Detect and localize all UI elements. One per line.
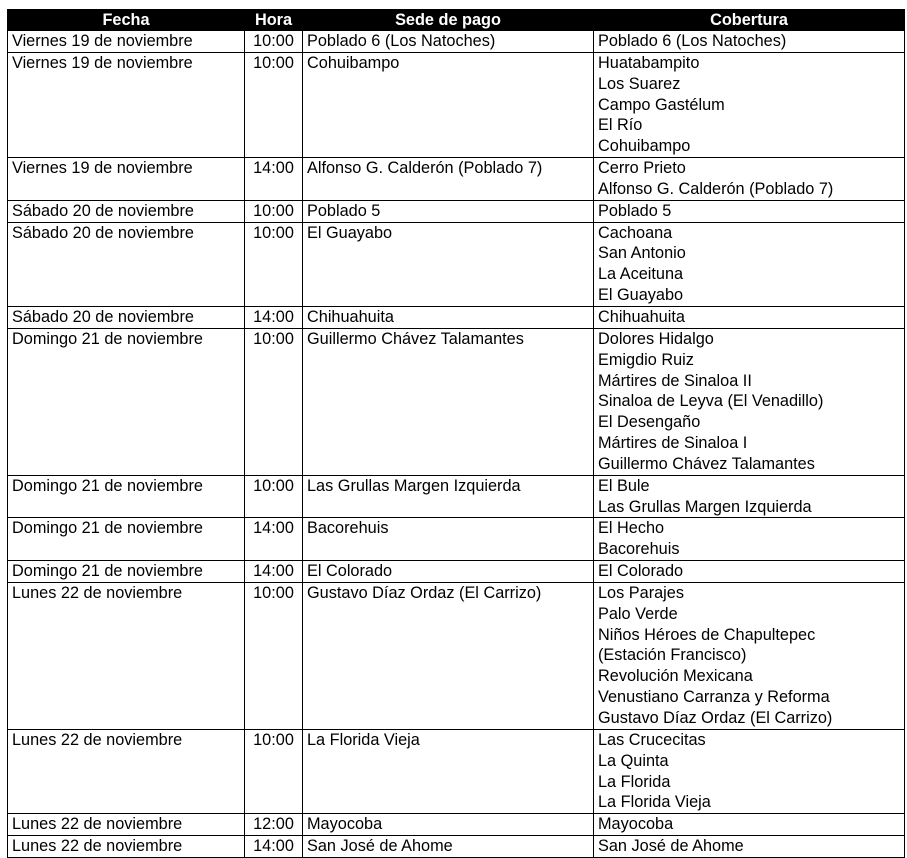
hora-cell: 14:00 (245, 836, 303, 858)
cobertura-cell (594, 836, 905, 858)
cobertura-item: Cerro Prieto (598, 159, 686, 178)
cobertura-item: El Río (598, 116, 643, 135)
hora-cell: 14:00 (245, 518, 303, 561)
cobertura-item: El Desengaño (598, 413, 701, 432)
cobertura-cell (594, 222, 905, 306)
cobertura-item: Los Parajes (598, 583, 684, 602)
cobertura-item: La Quinta (598, 751, 669, 770)
hora-cell: 12:00 (245, 814, 303, 836)
table-row (8, 836, 905, 858)
sede-cell: El Colorado (303, 561, 594, 583)
hora-cell: 10:00 (245, 582, 303, 729)
cobertura-item: Poblado 5 (598, 201, 672, 220)
cobertura-item: Gustavo Díaz Ordaz (El Carrizo) (598, 709, 833, 727)
table-row (8, 729, 905, 813)
hora-cell: 10:00 (245, 222, 303, 306)
table-row (8, 52, 905, 157)
cobertura-item: San Antonio (598, 244, 686, 263)
cobertura-item: Mártires de Sinaloa I (598, 434, 748, 453)
table-row (8, 518, 905, 561)
table-row (8, 306, 905, 328)
header-hora: Hora (245, 10, 303, 31)
table-row (8, 814, 905, 836)
cobertura-item: Los Suarez (598, 74, 681, 93)
cobertura-cell (594, 52, 905, 157)
cobertura-cell (594, 158, 905, 201)
header-sede: Sede de pago (303, 10, 594, 31)
hora-cell: 10:00 (245, 475, 303, 518)
hora-cell: 14:00 (245, 158, 303, 201)
cobertura-item: Guillermo Chávez Talamantes (598, 454, 815, 473)
hora-cell: 10:00 (245, 328, 303, 475)
cobertura-item: Mártires de Sinaloa II (598, 371, 752, 390)
table-body (8, 31, 905, 858)
cobertura-cell (594, 518, 905, 561)
table-row (8, 222, 905, 306)
cobertura-item: El Bule (598, 476, 650, 495)
sede-cell: San José de Ahome (303, 836, 594, 858)
fecha-cell: Viernes 19 de noviembre (8, 31, 245, 53)
cobertura-cell (594, 328, 905, 475)
sede-cell: Bacorehuis (303, 518, 594, 561)
cobertura-item: Emigdio Ruiz (598, 350, 694, 369)
fecha-cell: Lunes 22 de noviembre (8, 729, 245, 813)
fecha-cell: Domingo 21 de noviembre (8, 475, 245, 518)
table-row (8, 475, 905, 518)
hora-cell: 10:00 (245, 31, 303, 53)
sede-cell: Guillermo Chávez Talamantes (303, 328, 594, 475)
cobertura-item: Venustiano Carranza y Reforma (598, 688, 830, 707)
fecha-cell: Sábado 20 de noviembre (8, 306, 245, 328)
sede-cell: Alfonso G. Calderón (Poblado 7) (303, 158, 594, 201)
table-row (8, 328, 905, 475)
fecha-cell: Domingo 21 de noviembre (8, 561, 245, 583)
sede-cell: Mayocoba (303, 814, 594, 836)
sede-cell: Las Grullas Margen Izquierda (303, 475, 594, 518)
cobertura-item: Palo Verde (598, 604, 678, 623)
fecha-cell: Viernes 19 de noviembre (8, 52, 245, 157)
cobertura-cell (594, 200, 905, 222)
cobertura-item: Bacorehuis (598, 540, 680, 559)
cobertura-cell (594, 306, 905, 328)
cobertura-item: Sinaloa de Leyva (El Venadillo) (598, 392, 824, 411)
table-row (8, 582, 905, 729)
cobertura-cell (594, 814, 905, 836)
cobertura-item: San José de Ahome (598, 837, 744, 856)
hora-cell: 10:00 (245, 52, 303, 157)
fecha-cell: Lunes 22 de noviembre (8, 814, 245, 836)
sede-cell: Chihuahuita (303, 306, 594, 328)
cobertura-item: Huatabampito (598, 53, 700, 72)
hora-cell: 10:00 (245, 729, 303, 813)
cobertura-item: Cachoana (598, 223, 673, 242)
sede-cell: Gustavo Díaz Ordaz (El Carrizo) (303, 582, 594, 729)
fecha-cell: Domingo 21 de noviembre (8, 328, 245, 475)
cobertura-item: El Hecho (598, 519, 665, 538)
cobertura-item: Poblado 6 (Los Natoches) (598, 32, 787, 50)
cobertura-item: Chihuahuita (598, 307, 685, 326)
hora-cell: 10:00 (245, 200, 303, 222)
fecha-cell: Lunes 22 de noviembre (8, 582, 245, 729)
cobertura-item: Alfonso G. Calderón (Poblado 7) (598, 179, 834, 198)
cobertura-cell (594, 582, 905, 729)
header-cobertura: Cobertura (594, 10, 905, 31)
cobertura-item: Dolores Hidalgo (598, 329, 714, 348)
cobertura-item: La Aceituna (598, 265, 684, 284)
cobertura-item: (Estación Francisco) (598, 646, 747, 665)
fecha-cell: Viernes 19 de noviembre (8, 158, 245, 201)
cobertura-item: Las Grullas Margen Izquierda (598, 497, 812, 516)
cobertura-item: El Colorado (598, 562, 684, 581)
cobertura-item: El Guayabo (598, 286, 684, 305)
table-row (8, 31, 905, 53)
sede-cell: Cohuibampo (303, 52, 594, 157)
cobertura-item: Mayocoba (598, 815, 674, 834)
fecha-cell: Domingo 21 de noviembre (8, 518, 245, 561)
table-row (8, 561, 905, 583)
hora-cell: 14:00 (245, 306, 303, 328)
header-fecha: Fecha (8, 10, 245, 31)
fecha-cell: Sábado 20 de noviembre (8, 200, 245, 222)
cobertura-item: La Florida Vieja (598, 793, 711, 812)
cobertura-cell (594, 561, 905, 583)
cobertura-item: Revolución Mexicana (598, 667, 753, 686)
table-header-row (8, 10, 905, 31)
payment-schedule-table (7, 9, 905, 858)
cobertura-item: La Florida (598, 772, 671, 791)
hora-cell: 14:00 (245, 561, 303, 583)
table-row (8, 200, 905, 222)
table-row (8, 158, 905, 201)
sede-cell: El Guayabo (303, 222, 594, 306)
fecha-cell: Sábado 20 de noviembre (8, 222, 245, 306)
sede-cell: La Florida Vieja (303, 729, 594, 813)
cobertura-cell (594, 729, 905, 813)
cobertura-item: Niños Héroes de Chapultepec (598, 625, 816, 644)
sede-cell: Poblado 5 (303, 200, 594, 222)
cobertura-cell (594, 475, 905, 518)
cobertura-cell (594, 31, 905, 53)
cobertura-item: Cohuibampo (598, 137, 691, 156)
fecha-cell: Lunes 22 de noviembre (8, 836, 245, 858)
cobertura-item: Campo Gastélum (598, 95, 725, 114)
cobertura-item: Las Crucecitas (598, 730, 706, 749)
sede-cell: Poblado 6 (Los Natoches) (303, 31, 594, 53)
